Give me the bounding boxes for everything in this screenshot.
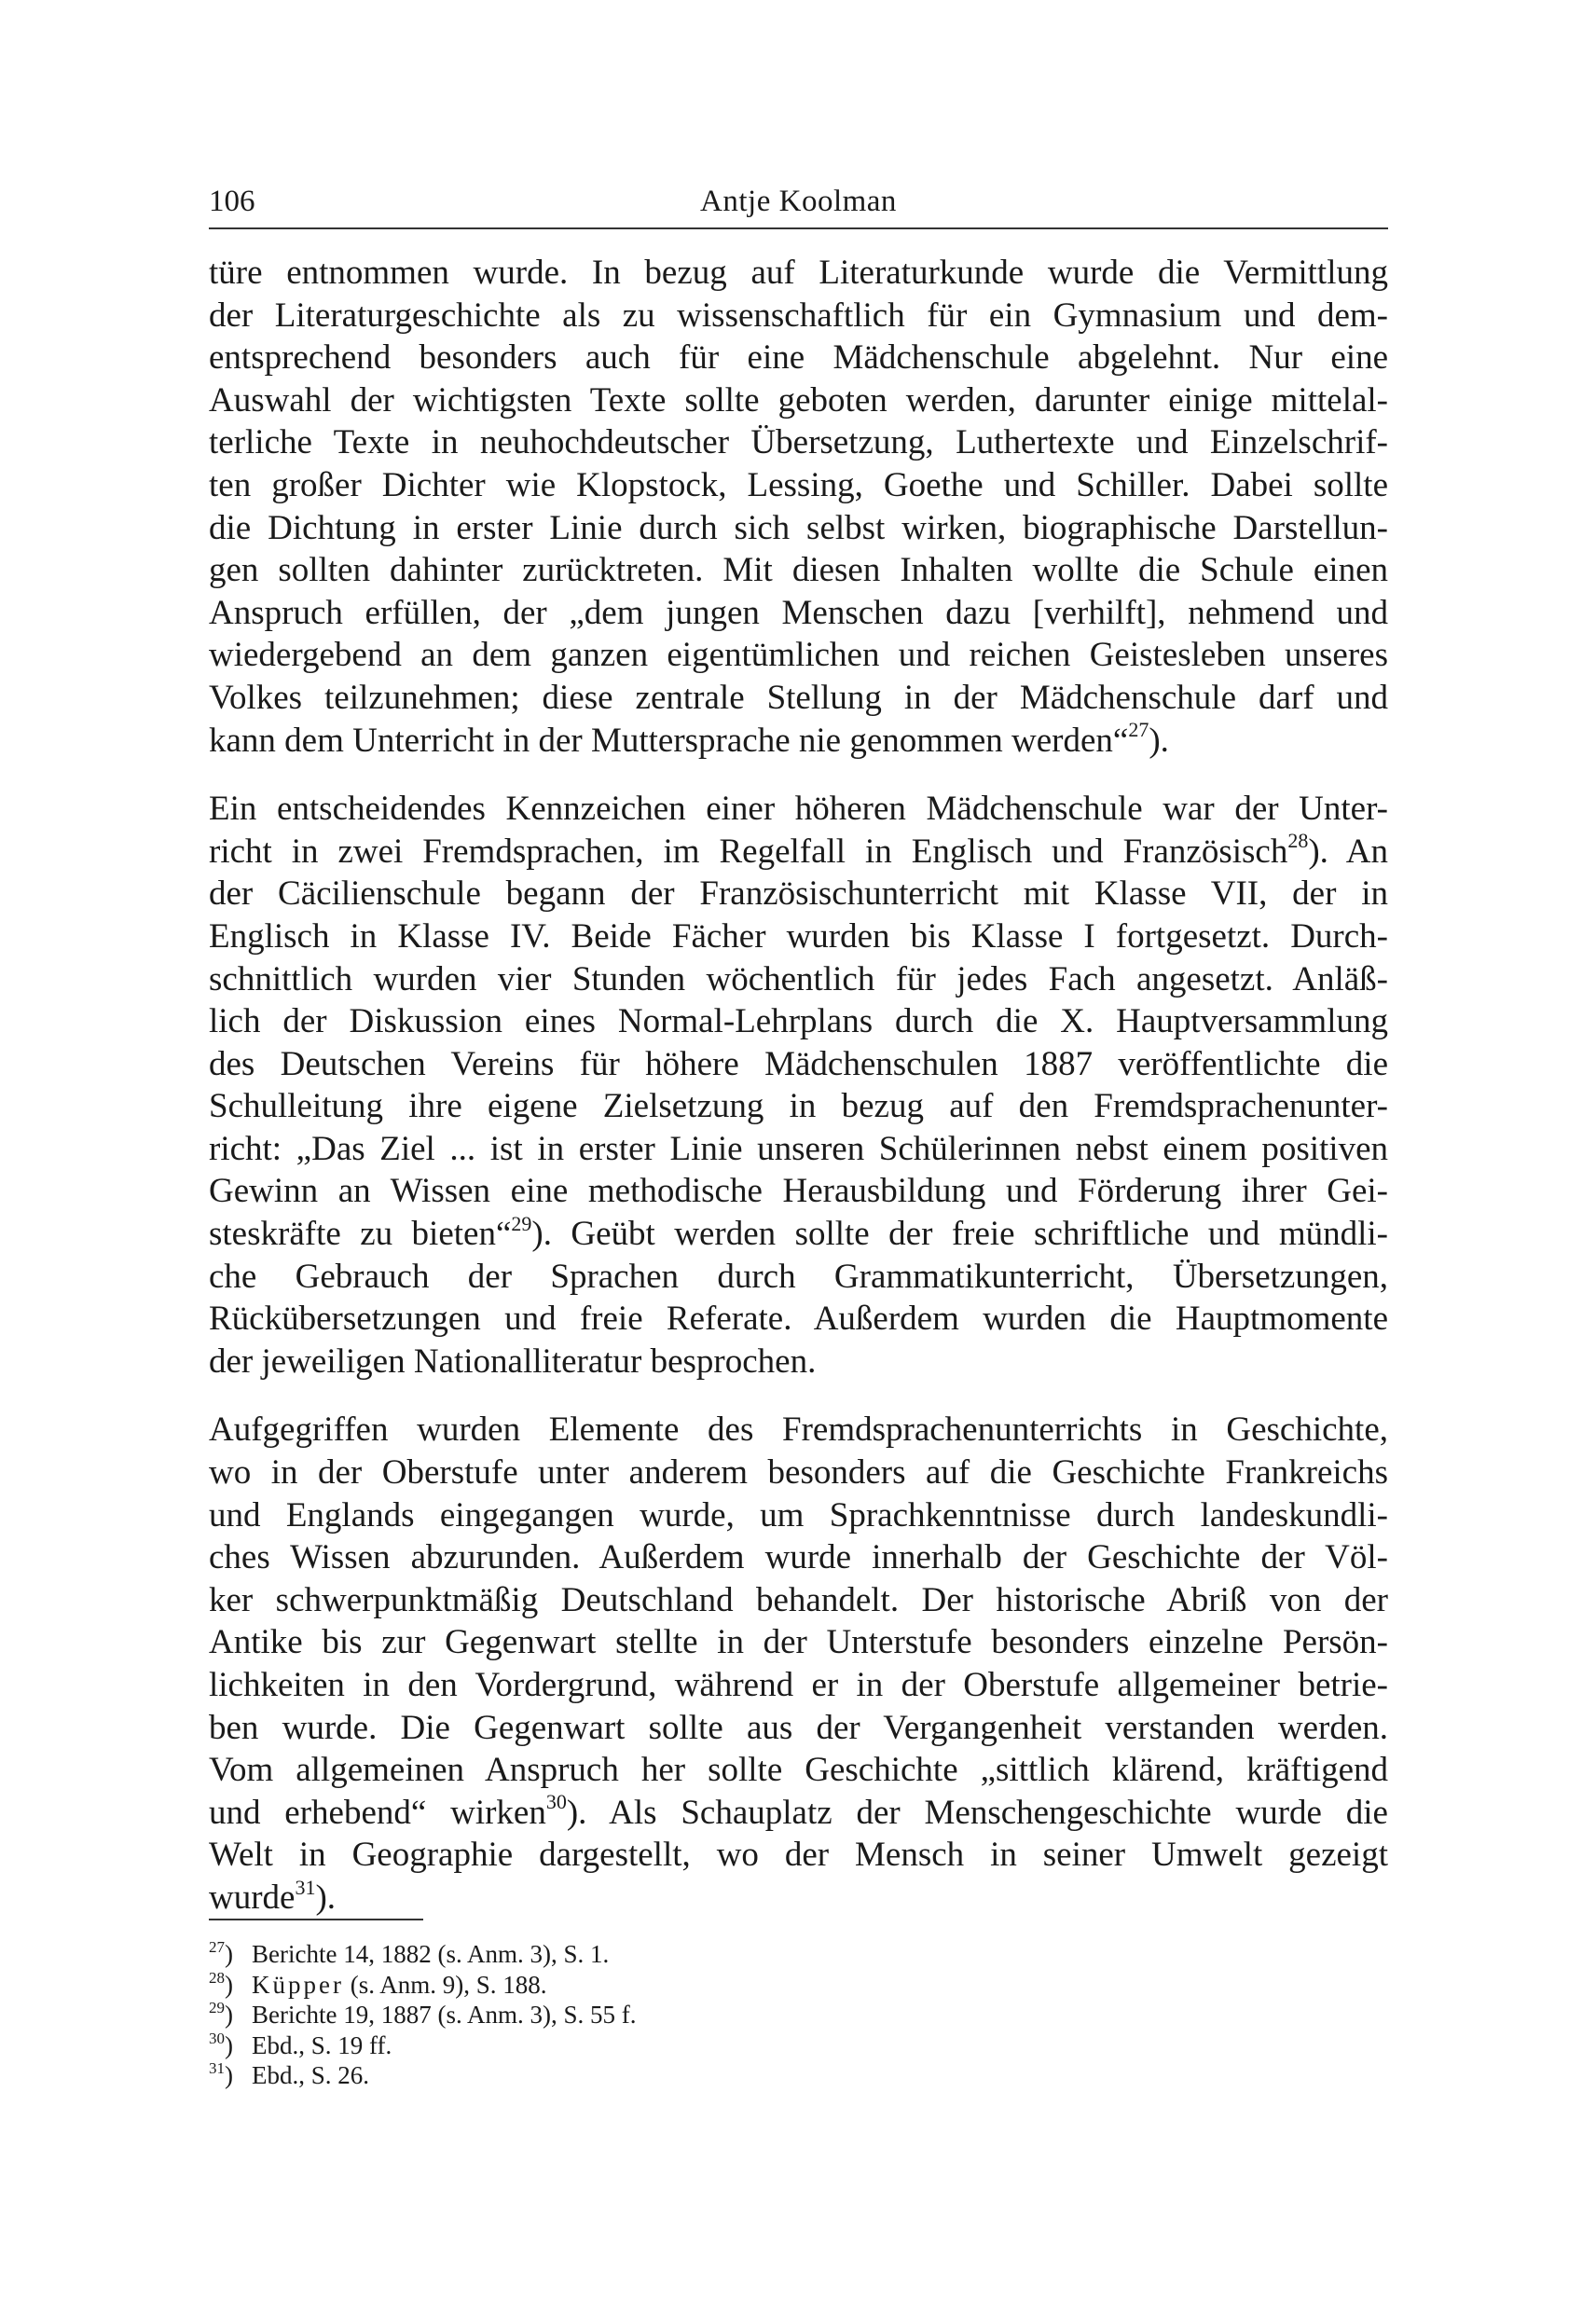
- text-line: wiedergebend an dem ganzen eigentümlichen und reichen Geistesleben unseres: [209, 636, 1388, 675]
- body-text: [209, 252, 1388, 1946]
- footnote-number: 28: [209, 1968, 225, 1987]
- footnote-ref: 28: [1287, 829, 1309, 853]
- line-text: wurde: [209, 1878, 296, 1917]
- text-line: Volkes teilzunehmen; diese zentrale Stellung in der Mädchenschule darf und: [209, 678, 1388, 717]
- footnote-divider: [209, 1919, 423, 1920]
- paragraph-1: [209, 252, 1388, 762]
- text-line: ten großer Dichter wie Klopstock, Lessing, Goethe und Schiller. Dabei sollte: [209, 465, 1388, 504]
- footnote-mark: $^{28}$): [209, 1968, 233, 1999]
- text-line: Anspruch erfüllen, der „dem jungen Menschen dazu [verhilft], nehmend und: [209, 593, 1388, 632]
- text-line: die Dichtung in erster Linie durch sich selbst wirken, biographische Darstellun-: [209, 508, 1388, 547]
- text-line: Welt in Geographie dargestellt, wo der Mensch in seiner Umwelt gezeigt: [209, 1836, 1388, 1875]
- text-line: der jeweiligen Nationalliteratur besprochen.: [209, 1342, 817, 1381]
- footnote-mark: $^{30}$): [209, 2029, 233, 2059]
- text-line: che Gebrauch der Sprachen durch Grammatikunterricht, Übersetzungen,: [209, 1257, 1388, 1296]
- footnote-text: Berichte 19, 1887 (s. Anm. 3), S. 55 f.: [252, 2001, 637, 2029]
- text-line: ker schwerpunktmäßig Deutschland behandelt. Der historische Abriß von der: [209, 1580, 1388, 1619]
- footnote-ref: 27: [1128, 718, 1149, 742]
- footnote-28: [209, 1970, 1048, 2001]
- text-line: [209, 1877, 1388, 1920]
- text-line: entsprechend besonders auch für eine Mädchenschule abgelehnt. Nur eine: [209, 338, 1388, 378]
- running-head: Antje Koolman: [700, 185, 897, 218]
- text-line: Auswahl der wichtigsten Texte sollte geboten werden, darunter einige mittelal-: [209, 380, 1388, 420]
- footnote-number: 29: [209, 1999, 225, 2016]
- footnote-ref: 29: [511, 1211, 532, 1235]
- text-line: lich der Diskussion eines Normal-Lehrplans durch die X. Hauptversammlung: [209, 1002, 1388, 1041]
- line-text: ).: [1149, 721, 1169, 760]
- text-line: Gewinn an Wissen eine methodische Herausbildung und Förderung ihrer Gei-: [209, 1172, 1388, 1211]
- text-line: Aufgegriffen wurden Elemente des Fremdsprachenunterrichts in Geschichte,: [209, 1411, 1388, 1450]
- footnote-ref: 30: [545, 1790, 567, 1814]
- footnote-text: Ebd., S. 26.: [252, 2061, 370, 2089]
- text-line: Vom allgemeinen Anspruch her sollte Geschichte „sittlich klärend, kräftigend: [209, 1751, 1388, 1790]
- footnote-29: [209, 2000, 1048, 2030]
- paragraph-2: [209, 788, 1388, 1383]
- line-text: ). Als Schauplatz der Menschengeschichte wurde die: [566, 1793, 1388, 1832]
- text-line: und Englands eingegangen wurde, um Sprachkenntnisse durch landeskundli-: [209, 1495, 1388, 1534]
- footnote-27: [209, 1939, 1048, 1970]
- text-line: Rückübersetzungen und freie Referate. Außerdem wurden die Hauptmomente: [209, 1300, 1388, 1339]
- text-line: schnittlich wurden vier Stunden wöchentlich für jedes Fach angesetzt. Anläß-: [209, 959, 1388, 998]
- text-line: [209, 831, 1388, 874]
- footnotes: [209, 1939, 1048, 2091]
- text-line: [209, 720, 1388, 763]
- line-text: richt in zwei Fremdsprachen, im Regelfall in Englisch und Französisch: [209, 832, 1288, 871]
- text-line: der Literaturgeschichte als zu wissenschaftlich für ein Gymnasium und dem-: [209, 296, 1388, 335]
- footnote-text: (s. Anm. 9), S. 188.: [343, 1970, 547, 1999]
- footnote-ref: 31: [295, 1875, 316, 1899]
- line-text: kann dem Unterricht in der Muttersprache nie genommen werden“: [209, 721, 1129, 760]
- text-line: türe entnommen wurde. In bezug auf Literaturkunde wurde die Vermittlung: [209, 254, 1388, 292]
- footnote-text: Berichte 14, 1882 (s. Anm. 3), S. 1.: [252, 1940, 610, 1968]
- paragraph-3: [209, 1409, 1388, 1919]
- footnote-mark: $^{27}$): [209, 1938, 233, 1968]
- text-line: Englisch in Klasse IV. Beide Fächer wurden bis Klasse I fortgesetzt. Durch-: [209, 916, 1388, 956]
- text-line: wo in der Oberstufe unter anderem besonders auf die Geschichte Frankreichs: [209, 1453, 1388, 1493]
- text-line: der Cäcilienschule begann der Französischunterricht mit Klasse VII, der in: [209, 874, 1388, 914]
- footnote-author: Küpper: [252, 1970, 344, 1999]
- text-line: [209, 1792, 1388, 1835]
- line-text: ). Geübt werden sollte der freie schriftliche und mündli-: [531, 1215, 1388, 1254]
- line-text: steskräfte zu bieten“: [209, 1215, 512, 1254]
- text-line: Schulleitung ihre eigene Zielsetzung in bezug auf den Fremdsprachenunter-: [209, 1087, 1388, 1126]
- footnote-31: [209, 2060, 1048, 2091]
- text-line: [209, 1213, 1388, 1256]
- footnote-mark: $^{29}$): [209, 1999, 233, 2029]
- page-header: [209, 183, 1388, 229]
- text-line: des Deutschen Vereins für höhere Mädchenschulen 1887 veröffentlichte die: [209, 1044, 1388, 1083]
- line-text: und erhebend“ wirken: [209, 1793, 546, 1832]
- text-line: terliche Texte in neuhochdeutscher Übersetzung, Luthertexte und Einzelschrif-: [209, 423, 1388, 462]
- text-line: ben wurde. Die Gegenwart sollte aus der Vergangenheit verstanden werden.: [209, 1708, 1388, 1747]
- footnote-mark: $^{31}$): [209, 2059, 233, 2089]
- line-text: ).: [315, 1878, 337, 1917]
- text-line: gen sollten dahinter zurücktreten. Mit diesen Inhalten wollte die Schule einen: [209, 551, 1388, 590]
- page-number: 106: [209, 185, 255, 218]
- text-line: richt: „Das Ziel ... ist in erster Linie unseren Schülerinnen nebst einem positiven: [209, 1129, 1388, 1168]
- text-line: Ein entscheidendes Kennzeichen einer höheren Mädchenschule war der Unter-: [209, 790, 1388, 829]
- line-text: ). An: [1308, 832, 1389, 871]
- footnote-number: 30: [209, 2029, 225, 2047]
- footnote-30: [209, 2030, 1048, 2061]
- footnote-text: Ebd., S. 19 ff.: [252, 2030, 392, 2059]
- text-line: lichkeiten in den Vordergrund, während er in der Oberstufe allgemeiner betrie-: [209, 1666, 1388, 1704]
- footnote-number: 31: [209, 2059, 225, 2077]
- text-line: ches Wissen abzurunden. Außerdem wurde innerhalb der Geschichte der Völ-: [209, 1538, 1388, 1577]
- text-line: Antike bis zur Gegenwart stellte in der Unterstufe besonders einzelne Persön-: [209, 1623, 1388, 1662]
- footnote-number: 27: [209, 1938, 225, 1956]
